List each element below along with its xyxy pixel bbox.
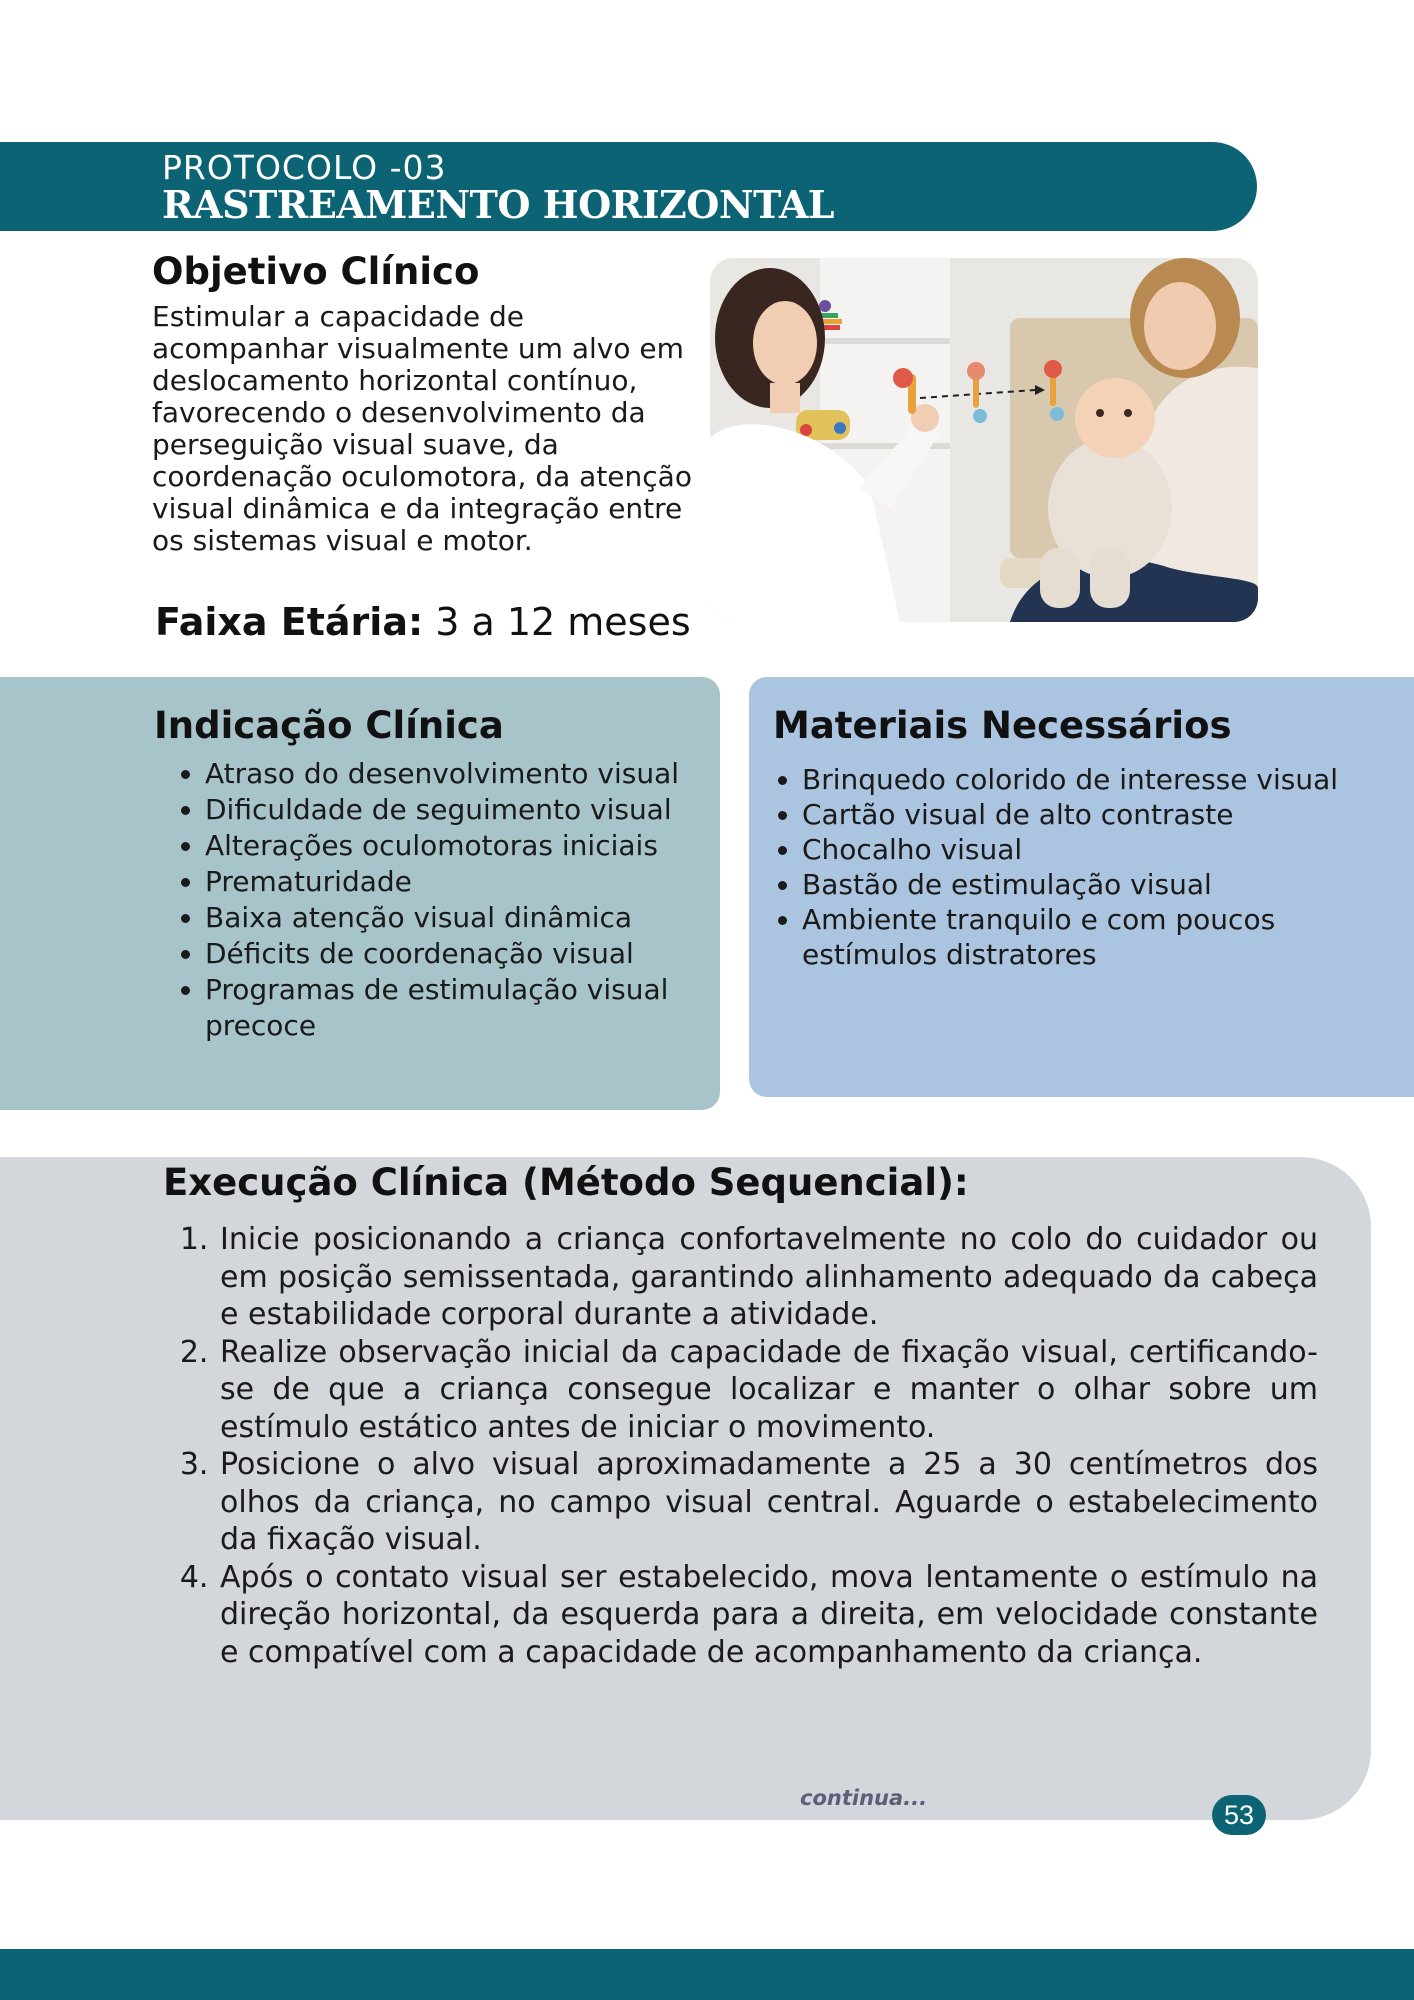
objective-title: Objetivo Clínico bbox=[152, 250, 480, 293]
age-range-label: Faixa Etária: bbox=[155, 600, 424, 644]
list-item: • Déficits de coordenação visual bbox=[205, 936, 765, 972]
protocol-number: PROTOCOLO -03 bbox=[162, 148, 447, 187]
step-item: 4. Após o contato visual ser estabelecido, mova lentamente o estímulo na direção horizontal, da esquerda para a direita, em velocidade constante e compatível com a capacidade de acompanhamento da criança. bbox=[218, 1559, 1318, 1672]
objective-text: Estimular a capacidade de acompanhar visualmente um alvo em deslocamento horizontal contínuo, favorecendo o desenvolvimento da perseguição visual suave, da coordenação oculomotora, da atenção visual dinâmica e da integração entre os sistemas visual e motor. bbox=[152, 300, 692, 557]
step-item: 3. Posicione o alvo visual aproximadamente a 25 a 30 centímetros dos olhos da criança, no campo visual central. Aguarde o estabelecimento da fixação visual. bbox=[218, 1446, 1318, 1559]
continues-note: continua... bbox=[800, 1786, 928, 1810]
clinical-photo bbox=[710, 258, 1258, 622]
clinical-photo-illustration bbox=[710, 258, 1258, 622]
execution-title: Execução Clínica (Método Sequencial): bbox=[163, 1161, 969, 1204]
list-item: • Bastão de estimulação visual bbox=[802, 867, 1342, 902]
list-item: • Programas de estimulação visual precoce bbox=[205, 972, 765, 1044]
list-item: • Prematuridade bbox=[205, 864, 765, 900]
execution-steps bbox=[158, 1221, 1318, 1671]
list-item: • Chocalho visual bbox=[802, 832, 1342, 867]
list-item: • Cartão visual de alto contraste bbox=[802, 797, 1342, 832]
list-item: • Ambiente tranquilo e com poucos estímulos distratores bbox=[802, 902, 1342, 972]
list-item: • Atraso do desenvolvimento visual bbox=[205, 756, 765, 792]
indication-list bbox=[155, 756, 765, 1044]
list-item: • Baixa atenção visual dinâmica bbox=[205, 900, 765, 936]
materials-list bbox=[752, 762, 1342, 972]
indication-title: Indicação Clínica bbox=[154, 704, 504, 747]
protocol-title: RASTREAMENTO HORIZONTAL bbox=[162, 182, 835, 227]
age-range bbox=[155, 600, 691, 644]
list-item: • Alterações oculomotoras iniciais bbox=[205, 828, 765, 864]
materials-title: Materiais Necessários bbox=[773, 704, 1232, 747]
step-item: 1. Inicie posicionando a criança confortavelmente no colo do cuidador ou em posição semissentada, garantindo alinhamento adequado da cabeça e estabilidade corporal durante a atividade. bbox=[218, 1221, 1318, 1334]
age-range-value: 3 a 12 meses bbox=[423, 600, 691, 644]
footer-bar bbox=[0, 1949, 1414, 2000]
list-item: • Dificuldade de seguimento visual bbox=[205, 792, 765, 828]
list-item: • Brinquedo colorido de interesse visual bbox=[802, 762, 1342, 797]
step-item: 2. Realize observação inicial da capacidade de fixação visual, certificando-se de que a criança consegue localizar e manter o olhar sobre um estímulo estático antes de iniciar o movimento. bbox=[218, 1334, 1318, 1447]
page-number-badge: 53 bbox=[1212, 1795, 1266, 1835]
